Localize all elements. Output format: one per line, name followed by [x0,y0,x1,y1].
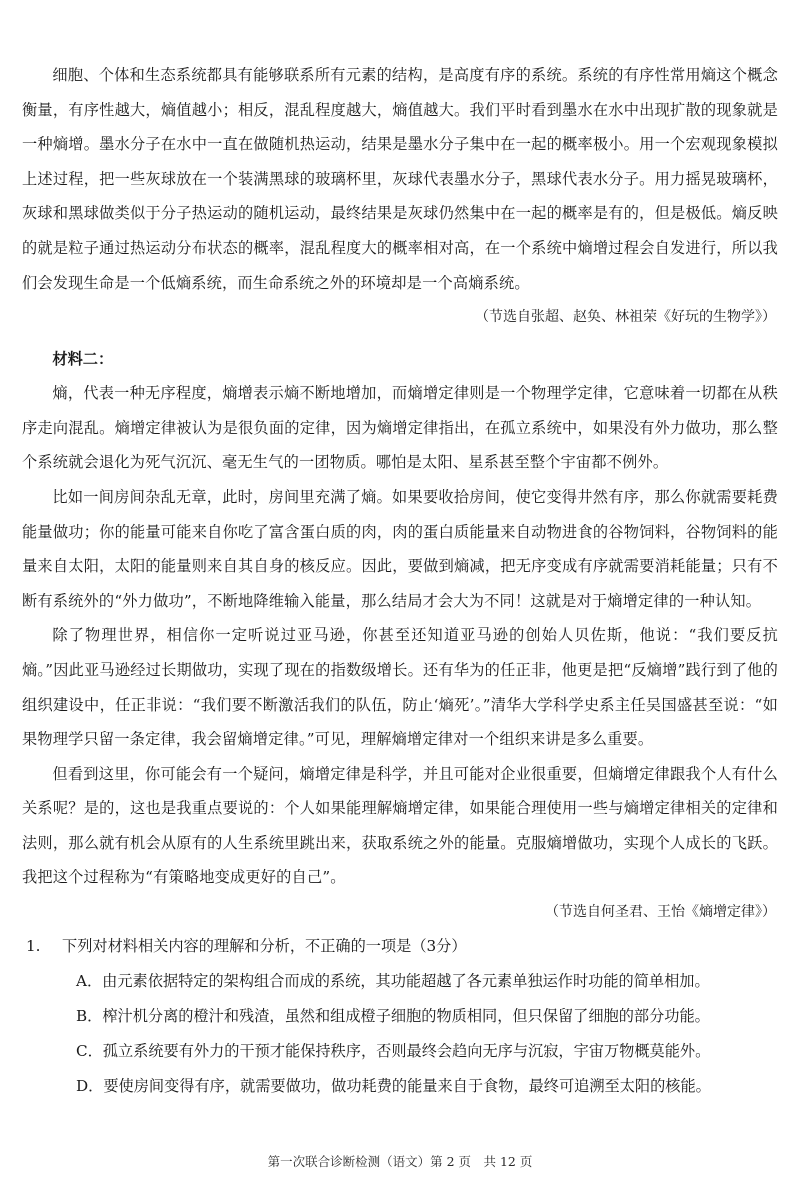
option-d: D．要使房间变得有序，就需要做功，做功耗费的能量来自于食物，最终可追溯至太阳的核能。 [76,1077,711,1096]
material2-paragraph-2: 比如一间房间杂乱无章，此时，房间里充满了熵。如果要收拾房间，使它变得井然有序，那么你就需要耗费能量做功；你的能量可能来自你吃了富含蛋白质的肉，肉的蛋白质能量来自动物进食的谷物饲料，谷物饲料的能量来自太阳，太阳的能量则来自其自身的核反应。因此，要做到熵减，把无序变成有序就需要消耗能量；只有不断有系统外的“外力做功”，不断地降维输入能量，那么结局才会大为不同！这就是对于熵增定律的一种认知。 [22,487,778,610]
question-1 [22,929,778,1104]
material2-paragraph-4: 但看到这里，你可能会有一个疑问，熵增定律是科学，并且可能对企业很重要，但熵增定律跟我个人有什么关系呢？是的，这也是我重点要说的：个人如果能理解熵增定律，如果能合理使用一些与熵增定律相关的定律和法则，那么就有机会从原有的人生系统里跳出来，获取系统之外的能量。克服熵增做功，实现个人成长的飞跃。我把这个过程称为“有策略地变成更好的自己”。 [22,764,778,887]
page-footer: 第一次联合诊断检测（语文）第 2 页 共 12 页 [267,1154,533,1169]
option-b: B．榨汁机分离的橙汁和残渣，虽然和组成橙子细胞的物质相同，但只保留了细胞的部分功能。 [76,1007,710,1026]
material2-heading: 材料二： [52,350,114,369]
material1-source: （节选自张超、赵奂、林祖荣《好玩的生物学》） [475,309,776,326]
material2-paragraph-1: 熵，代表一种无序程度，熵增表示熵不断地增加，而熵增定律则是一个物理学定律，它意味着一切都在从秩序走向混乱。熵增定律被认为是很负面的定律，因为熵增定律指出，在孤立系统中，如果没有外力做功，那么整个系统就会退化为死气沉沉、毫无生气的一团物质。哪怕是太阳、星系甚至整个宇宙都不例外。 [22,384,778,472]
option-c: C．孤立系统要有外力的干预才能保持秩序，否则最终会趋向无序与沉寂，宇宙万物概莫能外。 [76,1042,711,1061]
question-number: 1. [26,937,41,956]
option-a: A．由元素依据特定的架构组合而成的系统，其功能超越了各元素单独运作时功能的简单相加。 [76,972,710,991]
material2-source: （节选自何圣君、王怡《熵增定律》） [545,904,776,921]
material1-paragraph: 细胞、个体和生态系统都具有能够联系所有元素的结构，是高度有序的系统。系统的有序性常用熵这个概念衡量，有序性越大，熵值越小；相反，混乱程度越大，熵值越大。我们平时看到墨水在水中出现扩散的现象就是一种熵增。墨水分子在水中一直在做随机热运动，结果是墨水分子集中在一起的概率极小。用一个宏观现象模拟上述过程，把一些灰球放在一个装满黑球的玻璃杯里，灰球代表墨水分子，黑球代表水分子。用力摇晃玻璃杯，灰球和黑球做类似于分子热运动的随机运动，最终结果是灰球仍然集中在一起的概率是有的，但是极低。熵反映的就是粒子通过热运动分布状态的概率，混乱程度大的概率相对高，在一个系统中熵增过程会自发进行，所以我们会发现生命是一个低熵系统，而生命系统之外的环境却是一个高熵系统。 [22,66,778,292]
page-content [22,58,778,1104]
material2-paragraph-3: 除了物理世界，相信你一定听说过亚马逊，你甚至还知道亚马逊的创始人贝佐斯，他说：“我们要反抗熵。”因此亚马逊经过长期做功，实现了现在的指数级增长。还有华为的任正非，他更是把“反熵增”践行到了他的组织建设中，任正非说：“我们要不断激活我们的队伍，防止‘熵死’。”清华大学科学史系主任吴国盛甚至说：“如果物理学只留一条定律，我会留熵增定律。”可见，理解熵增定律对一个组织来讲是多么重要。 [22,626,778,749]
question-1-stem-row [22,929,778,964]
question-stem: 下列对材料相关内容的理解和分析，不正确的一项是（3分） [62,937,467,956]
